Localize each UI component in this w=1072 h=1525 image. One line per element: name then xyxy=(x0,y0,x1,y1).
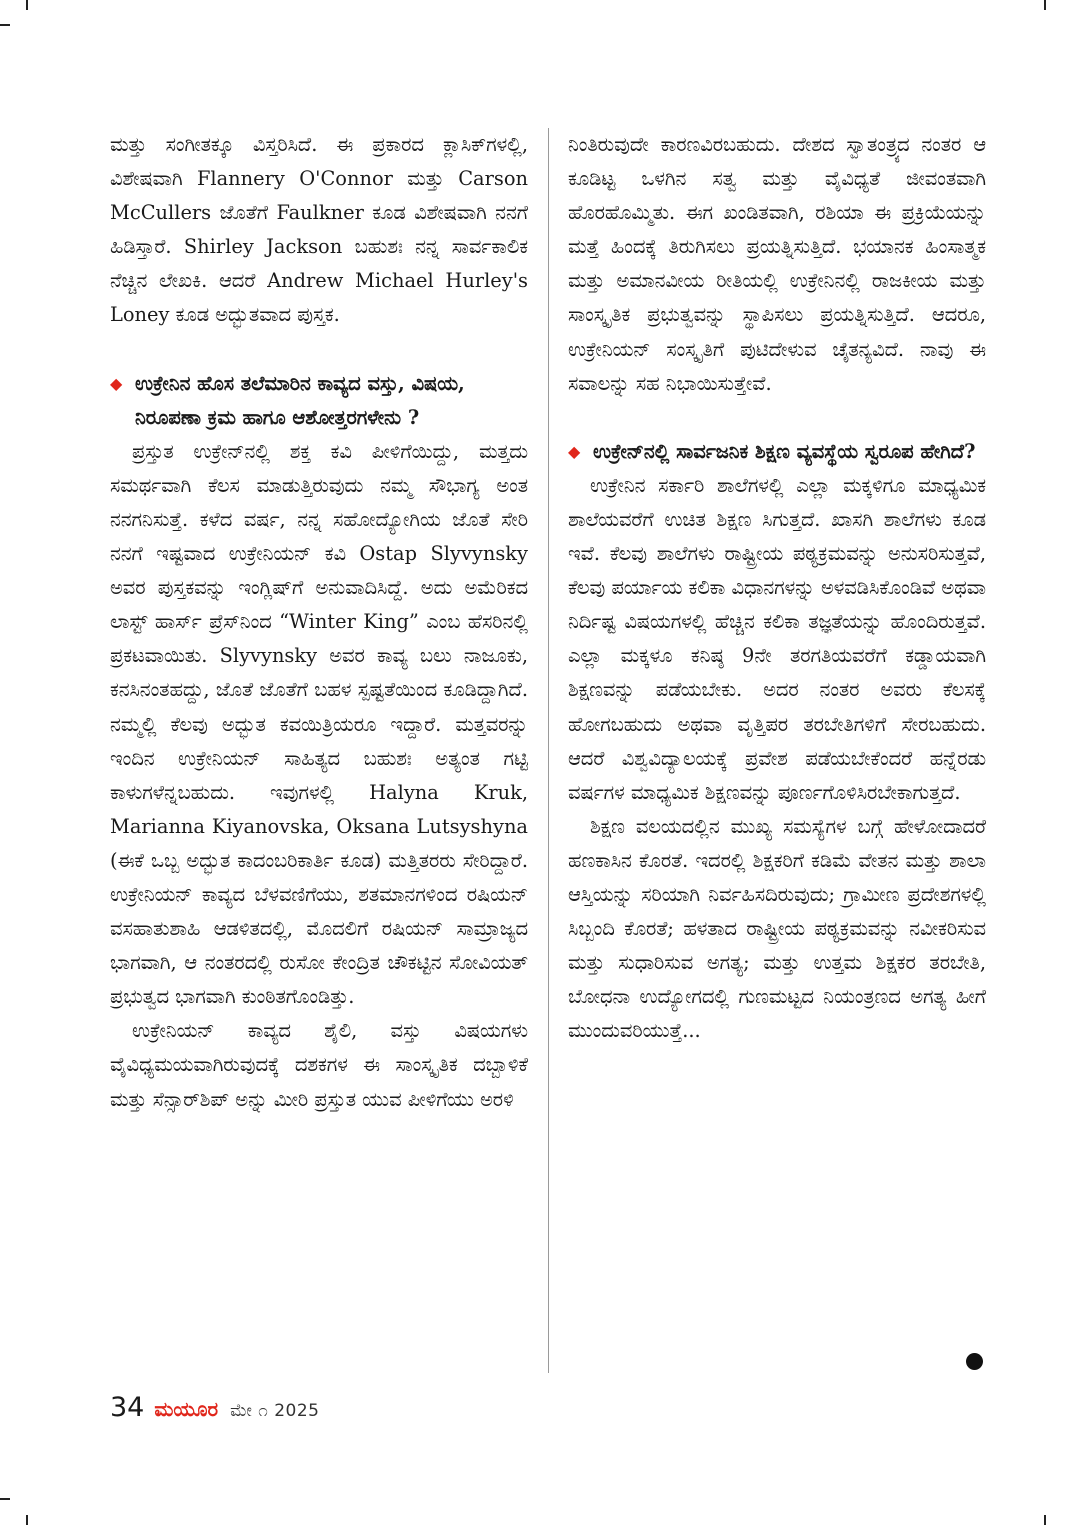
crop-mark-left-bottom xyxy=(0,1498,10,1500)
crop-mark-top-right xyxy=(1044,0,1046,10)
crop-mark-bottom-left xyxy=(26,1515,28,1525)
question-heading-1 xyxy=(110,367,528,435)
crop-mark-left-top xyxy=(0,24,10,26)
column-divider xyxy=(548,128,549,1373)
left-column xyxy=(110,128,528,1117)
right-column xyxy=(568,128,986,1048)
question-text-2: ಉಕ್ರೇನ್‌ನಲ್ಲಿ ಸಾರ್ವಜನಿಕ ಶಿಕ್ಷಣ ವ್ಯವಸ್ಥೆಯ ಸ್ವರೂಪ ಹೇಗಿದೆ? xyxy=(593,439,976,463)
left-paragraph-2: ಪ್ರಸ್ತುತ ಉಕ್ರೇನ್‌ನಲ್ಲಿ ಶಕ್ತ ಕವಿ ಪೀಳಿಗೆಯಿದ್ದು, ಮತ್ತದು ಸಮರ್ಥವಾಗಿ ಕೆಲಸ ಮಾಡುತ್ತಿರುವುದು ನಮ್ಮ ಸೌಭಾಗ್ಯ ಅಂತ ನನಗನಿಸುತ್ತೆ. ಕಳೆದ ವರ್ಷ, ನನ್ನ ಸಹೋದ್ಯೋಗಿಯ ಜೊತೆ ಸೇರಿ ನನಗೆ ಇಷ್ಟವಾದ ಉಕ್ರೇನಿಯನ್ ಕವಿ Ostap Slyvynsky ಅವರ ಪುಸ್ತಕವನ್ನು ಇಂಗ್ಲಿಷ್‌ಗೆ ಅನುವಾದಿಸಿದ್ದೆ. ಅದು ಅಮೆರಿಕದ ಲಾಸ್ಟ್ ಹಾರ್ಸ್ ಪ್ರೆಸ್‌ನಿಂದ “Winter King” ಎಂಬ ಹೆಸರಿನಲ್ಲಿ ಪ್ರಕಟವಾಯಿತು. Slyvynsky ಅವರ ಕಾವ್ಯ ಬಲು ನಾಜೂಕು, ಕನಸಿನಂತಹದ್ದು, ಜೊತೆ ಜೊತೆಗೆ ಬಹಳ ಸ್ಪಷ್ಟತೆಯಿಂದ ಕೂಡಿದ್ದಾಗಿದೆ. ನಮ್ಮಲ್ಲಿ ಕೆಲವು ಅದ್ಭುತ ಕವಯಿತ್ರಿಯರೂ ಇದ್ದಾರೆ. ಮತ್ತವರನ್ನು ಇಂದಿನ ಉಕ್ರೇನಿಯನ್ ಸಾಹಿತ್ಯದ ಬಹುಶಃ ಅತ್ಯಂತ ಗಟ್ಟಿ ಕಾಳುಗಳೆನ್ನಬಹುದು. ಇವುಗಳಲ್ಲಿ Halyna Kruk, Marianna Kiyanovska, Oksana Lutsyshyna (ಈಕೆ ಒಬ್ಬ ಅದ್ಭುತ ಕಾದಂಬರಿಕಾರ್ತಿ ಕೂಡ) ಮತ್ತಿತರರು ಸೇರಿದ್ದಾರೆ. ಉಕ್ರೇನಿಯನ್ ಕಾವ್ಯದ ಬೆಳವಣಿಗೆಯು, ಶತಮಾನಗಳಿಂದ ರಷಿಯನ್ ವಸಹಾತುಶಾಹಿ ಆಡಳಿತದಲ್ಲಿ, ಮೊದಲಿಗೆ ರಷಿಯನ್ ಸಾಮ್ರಾಜ್ಯದ ಭಾಗವಾಗಿ, ಆ ನಂತರದಲ್ಲಿ ರುಸೋ ಕೇಂದ್ರಿತ ಚೌಕಟ್ಟಿನ ಸೋವಿಯತ್ ಪ್ರಭುತ್ವದ ಭಾಗವಾಗಿ ಕುಂಠಿತಗೊಂಡಿತ್ತು. xyxy=(110,439,528,1009)
left-paragraph-3: ಉಕ್ರೇನಿಯನ್ ಕಾವ್ಯದ ಶೈಲಿ, ವಸ್ತು ವಿಷಯಗಳು ವೈವಿಧ್ಯಮಯವಾಗಿರುವುದಕ್ಕೆ ದಶಕಗಳ ಈ ಸಾಂಸ್ಕೃತಿಕ ದಬ್ಬಾಳಿಕೆ ಮತ್ತು ಸೆನ್ಸಾರ್‌ಶಿಪ್ ಅನ್ನು ಮೀರಿ ಪ್ರಸ್ತುತ ಯುವ ಪೀಳಿಗೆಯು ಅರಳಿ xyxy=(110,1019,528,1111)
crop-mark-top-left xyxy=(26,0,28,10)
right-paragraph-3: ಶಿಕ್ಷಣ ವಲಯದಲ್ಲಿನ ಮುಖ್ಯ ಸಮಸ್ಯೆಗಳ ಬಗ್ಗೆ ಹೇಳೋದಾದರೆ ಹಣಕಾಸಿನ ಕೊರತೆ. ಇದರಲ್ಲಿ ಶಿಕ್ಷಕರಿಗೆ ಕಡಿಮೆ ವೇತನ ಮತ್ತು ಶಾಲಾ ಆಸ್ತಿಯನ್ನು ಸರಿಯಾಗಿ ನಿರ್ವಹಿಸದಿರುವುದು; ಗ್ರಾಮೀಣ ಪ್ರದೇಶಗಳಲ್ಲಿ ಸಿಬ್ಬಂದಿ ಕೊರತೆ; ಹಳತಾದ ರಾಷ್ಟ್ರೀಯ ಪಠ್ಯಕ್ರಮವನ್ನು ನವೀಕರಿಸುವ ಮತ್ತು ಸುಧಾರಿಸುವ ಅಗತ್ಯ; ಮತ್ತು ಉತ್ತಮ ಶಿಕ್ಷಕರ ತರಬೇತಿ, ಬೋಧನಾ ಉದ್ಯೋಗದಲ್ಲಿ ಗುಣಮಟ್ಟದ ನಿಯಂತ್ರಣದ ಅಗತ್ಯ ಹೀಗೆ ಮುಂದುವರಿಯುತ್ತೆ... xyxy=(568,814,986,1043)
issue-date: ಮೇ ೧ 2025 xyxy=(230,1401,320,1421)
right-paragraph-1: ನಿಂತಿರುವುದೇ ಕಾರಣವಿರಬಹುದು. ದೇಶದ ಸ್ವಾತಂತ್ರ್ಯದ ನಂತರ ಆ ಕೂಡಿಟ್ಟ ಒಳಗಿನ ಸತ್ವ ಮತ್ತು ವೈವಿಧ್ಯತೆ ಜೀವಂತವಾಗಿ ಹೊರಹೊಮ್ಮಿತು. ಈಗ ಖಂಡಿತವಾಗಿ, ರಶಿಯಾ ಈ ಪ್ರಕ್ರಿಯೆಯನ್ನು ಮತ್ತೆ ಹಿಂದಕ್ಕೆ ತಿರುಗಿಸಲು ಪ್ರಯತ್ನಿಸುತ್ತಿದೆ. ಭಯಾನಕ ಹಿಂಸಾತ್ಮಕ ಮತ್ತು ಅಮಾನವೀಯ ರೀತಿಯಲ್ಲಿ ಉಕ್ರೇನಿನಲ್ಲಿ ರಾಜಕೀಯ ಮತ್ತು ಸಾಂಸ್ಕೃತಿಕ ಪ್ರಭುತ್ವವನ್ನು ಸ್ಥಾಪಿಸಲು ಪ್ರಯತ್ನಿಸುತ್ತಿದೆ. ಆದರೂ, ಉಕ್ರೇನಿಯನ್ ಸಂಸ್ಕೃತಿಗೆ ಪುಟಿದೇಳುವ ಚೈತನ್ಯವಿದೆ. ನಾವು ಈ ಸವಾಲನ್ನು ಸಹ ನಿಭಾಯಿಸುತ್ತೇವೆ. xyxy=(568,133,986,395)
red-diamond-icon: ◆ xyxy=(568,441,581,461)
page-number: 34 xyxy=(110,1392,145,1423)
page-footer xyxy=(110,1392,319,1426)
right-paragraph-2: ಉಕ್ರೇನಿನ ಸರ್ಕಾರಿ ಶಾಲೆಗಳಲ್ಲಿ ಎಲ್ಲಾ ಮಕ್ಕಳಿಗೂ ಮಾಧ್ಯಮಿಕ ಶಾಲೆಯವರೆಗೆ ಉಚಿತ ಶಿಕ್ಷಣ ಸಿಗುತ್ತದೆ. ಖಾಸಗಿ ಶಾಲೆಗಳು ಕೂಡ ಇವೆ. ಕೆಲವು ಶಾಲೆಗಳು ರಾಷ್ಟ್ರೀಯ ಪಠ್ಯಕ್ರಮವನ್ನು ಅನುಸರಿಸುತ್ತವೆ, ಕೆಲವು ಪರ್ಯಾಯ ಕಲಿಕಾ ವಿಧಾನಗಳನ್ನು ಅಳವಡಿಸಿಕೊಂಡಿವೆ ಅಥವಾ ನಿರ್ದಿಷ್ಟ ವಿಷಯಗಳಲ್ಲಿ ಹೆಚ್ಚಿನ ಕಲಿಕಾ ತಜ್ಞತೆಯನ್ನು ಹೊಂದಿರುತ್ತವೆ. ಎಲ್ಲಾ ಮಕ್ಕಳೂ ಕನಿಷ್ಠ 9ನೇ ತರಗತಿಯವರೆಗೆ ಕಡ್ಡಾಯವಾಗಿ ಶಿಕ್ಷಣವನ್ನು ಪಡೆಯಬೇಕು. ಅದರ ನಂತರ ಅವರು ಕೆಲಸಕ್ಕೆ ಹೋಗಬಹುದು ಅಥವಾ ವೃತ್ತಿಪರ ತರಬೇತಿಗಳಿಗೆ ಸೇರಬಹುದು. ಆದರೆ ವಿಶ್ವವಿದ್ಯಾಲಯಕ್ಕೆ ಪ್ರವೇಶ ಪಡೆಯಬೇಕೆಂದರೆ ಹನ್ನೆರಡು ವರ್ಷಗಳ ಮಾಧ್ಯಮಿಕ ಶಿಕ್ಷಣವನ್ನು ಪೂರ್ಣಗೊಳಿಸಿರಬೇಕಾಗುತ್ತದೆ. xyxy=(568,473,986,804)
question-text-1: ಉಕ್ರೇನಿನ ಹೊಸ ತಲೆಮಾರಿನ ಕಾವ್ಯದ ವಸ್ತು, ವಿಷಯ, ನಿರೂಪಣಾ ಕ್ರಮ ಹಾಗೂ ಆಶೋತ್ತರಗಳೇನು ? xyxy=(135,371,465,429)
red-diamond-icon: ◆ xyxy=(110,373,123,393)
question-heading-2 xyxy=(568,435,986,469)
magazine-logo: ಮಯೂರ xyxy=(154,1397,219,1421)
crop-mark-bottom-right xyxy=(1044,1515,1046,1525)
filled-circle-icon xyxy=(966,1353,983,1370)
left-paragraph-1: ಮತ್ತು ಸಂಗೀತಕ್ಕೂ ವಿಸ್ತರಿಸಿದೆ. ಈ ಪ್ರಕಾರದ ಕ್ಲಾಸಿಕ್‌ಗಳಲ್ಲಿ, ವಿಶೇಷವಾಗಿ Flannery O'Connor ಮತ್ತು Carson McCullers ಜೊತೆಗೆ Faulkner ಕೂಡ ವಿಶೇಷವಾಗಿ ನನಗೆ ಹಿಡಿಸ್ತಾರೆ. Shirley Jackson ಬಹುಶಃ ನನ್ನ ಸಾರ್ವಕಾಲಿಕ ನೆಚ್ಚಿನ ಲೇಖಕಿ. ಆದರೆ Andrew Michael Hurley's Loney ಕೂಡ ಅದ್ಭುತವಾದ ಪುಸ್ತಕ. xyxy=(110,133,528,327)
